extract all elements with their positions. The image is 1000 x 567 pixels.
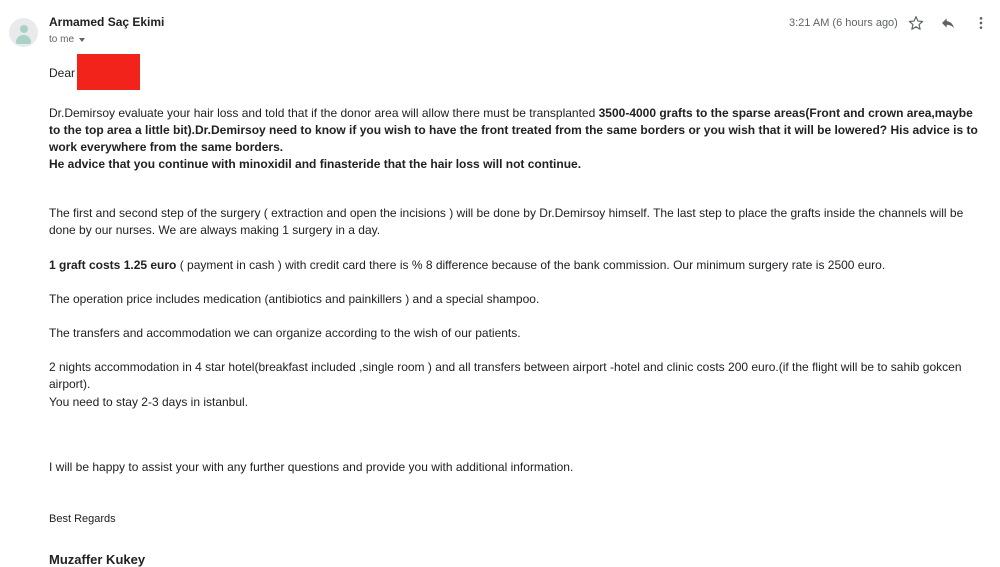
paragraph-transfers: The transfers and accommodation we can organize according to the wish of our patients.: [49, 326, 521, 340]
signature: Muzaffer Kukey: [49, 552, 146, 567]
paragraph-stay: You need to stay 2-3 days in istanbul.: [49, 395, 249, 409]
paragraph-included: The operation price includes medication (antibiotics and painkillers ) and a special shampoo.: [49, 292, 540, 306]
sender-avatar: [9, 18, 38, 47]
closing: Best Regards: [49, 513, 116, 525]
sender-name[interactable]: Armamed Saç Ekimi: [49, 15, 165, 29]
salutation: [49, 56, 140, 90]
recipient-label: to me: [49, 34, 75, 45]
star-icon: [908, 15, 924, 31]
reply-icon: [940, 15, 956, 31]
chevron-down-icon: [79, 38, 85, 42]
paragraph-assist: I will be happy to assist your with any further questions and provide you with additional information.: [49, 460, 574, 474]
evaluation-bold-text: 3500-4000 grafts to the sparse areas(Front and crown area,maybe to the top area a little bit).Dr.Demirsoy need to know if you wish to have the front treated from the same borders or you wish that it will be lowered? His advice is to work everywhere from the same borders.: [49, 106, 978, 154]
person-icon: [20, 25, 28, 33]
paragraph-pricing: [49, 257, 984, 274]
paragraph-accommodation: 2 nights accommodation in 4 star hotel(breakfast included ,single room ) and all transfers between airport -hotel and clinic costs 200 euro.(if the flight will be to sahib gokcen airport).: [49, 360, 962, 391]
more-options-button[interactable]: [971, 13, 991, 33]
graft-price: 1 graft costs 1.25 euro: [49, 258, 177, 272]
message-timestamp: 3:21 AM (6 hours ago): [789, 17, 898, 29]
more-vert-icon: [973, 15, 989, 31]
recipient-details-toggle[interactable]: [49, 34, 85, 45]
reply-button[interactable]: [938, 13, 958, 33]
person-icon-body: [16, 35, 31, 44]
advice-text: He advice that you continue with minoxidil and finasteride that the hair loss will not continue.: [49, 157, 582, 171]
paragraph-surgery-steps: The first and second step of the surgery ( extraction and open the incisions ) will be done by Dr.Demirsoy himself. The last step to place the grafts inside the channels will be done by our nurses. We are always making 1 surgery in a day.: [49, 206, 964, 237]
pricing-text: ( payment in cash ) with credit card there is % 8 difference because of the bank commission. Our minimum surgery rate is 2500 euro.: [176, 258, 886, 272]
star-button[interactable]: [906, 13, 926, 33]
redacted-name: [77, 54, 140, 90]
evaluation-text: Dr.Demirsoy evaluate your hair loss and told that if the donor area will allow there must be transplanted: [49, 106, 599, 120]
paragraph-evaluation: [49, 105, 984, 173]
salutation-text: Dear: [49, 66, 76, 80]
